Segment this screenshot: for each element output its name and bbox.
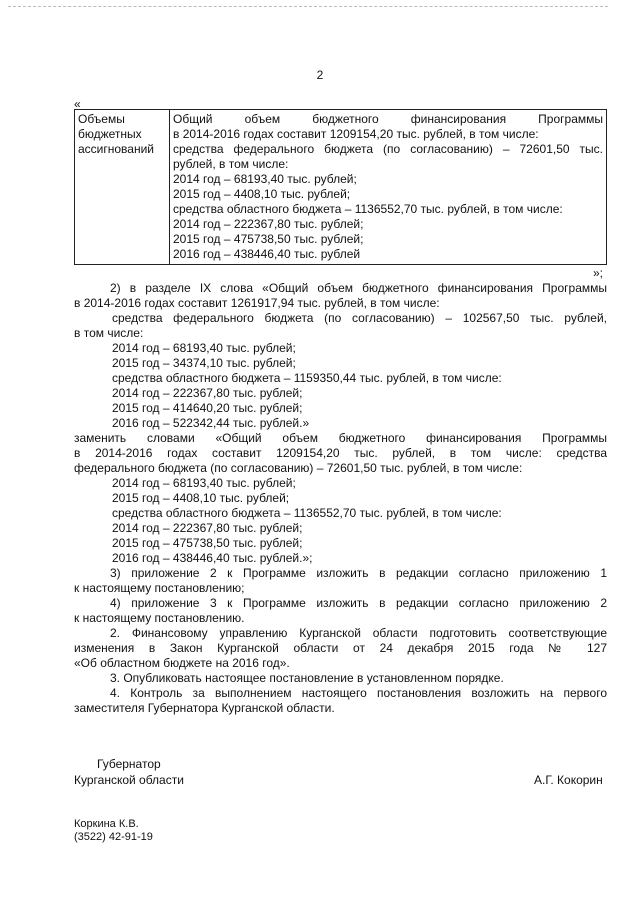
body-line: 3) приложение 2 к Программе изложить в редакции согласно приложению 1 <box>110 566 607 580</box>
quote-close: »; <box>593 266 604 280</box>
table-text-line: в 2014-2016 годах составит 1209154,20 тыс. рублей, в том числе: <box>173 127 539 141</box>
signature-name: А.Г. Кокорин <box>534 773 603 787</box>
contact-executor: Коркина К.В. <box>74 818 139 830</box>
table-text-line: Общий объем бюджетного финансирования Программы <box>173 112 603 126</box>
body-line: 2) в разделе IX слова «Общий объем бюджетного финансирования Программы <box>110 281 607 295</box>
body-line: 2016 год – 522342,44 тыс. рублей.» <box>112 416 310 430</box>
table-text-line: 2016 год – 438446,40 тыс. рублей <box>173 247 361 261</box>
body-line: заменить словами «Общий объем бюджетного финансирования Программы <box>74 431 607 445</box>
body-line: 4. Контроль за выполнением настоящего постановления возложить на первого <box>110 686 607 700</box>
body-line: в 2014-2016 годах составит 1261917,94 тыс. рублей, в том числе: <box>74 296 440 310</box>
body-line: 2. Финансовому управлению Курганской области подготовить соответствующие <box>110 626 607 640</box>
table-cell-content <box>170 110 607 265</box>
body-line: изменения в Закон Курганской области от 24 декабря 2015 года № 127 <box>74 641 607 655</box>
body-line: средства областного бюджета – 1159350,44 тыс. рублей, в том числе: <box>112 371 502 385</box>
body-line: в том числе: <box>74 326 144 340</box>
body-line: 4) приложение 3 к Программе изложить в редакции согласно приложению 2 <box>110 596 607 610</box>
table-cell-label <box>75 110 170 265</box>
body-line: заместителя Губернатора Курганской области. <box>74 701 335 715</box>
body-line: 2016 год – 438446,40 тыс. рублей.»; <box>112 551 313 565</box>
quote-open: « <box>74 97 81 111</box>
body-line: к настоящему постановлению; <box>74 581 245 595</box>
body-line: средства федерального бюджета (по согласованию) – 102567,50 тыс. рублей, <box>112 311 607 325</box>
body-line: 2014 год – 68193,40 тыс. рублей; <box>112 341 296 355</box>
body-line: 2014 год – 222367,80 тыс. рублей; <box>112 386 303 400</box>
body-line: 2014 год – 222367,80 тыс. рублей; <box>112 521 303 535</box>
table-text-line: средства областного бюджета – 1136552,70 тыс. рублей, в том числе: <box>173 202 563 216</box>
table-label-line: Объемы <box>78 112 125 126</box>
body-line: 2014 год – 68193,40 тыс. рублей; <box>112 476 296 490</box>
table-row <box>75 110 607 265</box>
page-number: 2 <box>316 68 324 82</box>
body-line: в 2014-2016 годах составит 1209154,20 тыс. рублей, в том числе: средства <box>74 446 607 460</box>
contact-phone: (3522) 42-91-19 <box>74 831 153 843</box>
table-text-line: средства федерального бюджета (по согласованию) – 72601,50 тыс. <box>173 142 603 156</box>
table-text-line: рублей, в том числе: <box>173 157 289 171</box>
body-line: «Об областном бюджете на 2016 год». <box>74 656 290 670</box>
body-line: 3. Опубликовать настоящее постановление в установленном порядке. <box>110 671 504 685</box>
table-text-line: 2015 год – 4408,10 тыс. рублей; <box>173 187 351 201</box>
budget-table <box>74 109 607 265</box>
contact-block <box>74 818 153 844</box>
body-line: 2015 год – 475738,50 тыс. рублей; <box>112 536 303 550</box>
body-line: федерального бюджета (по согласованию) – 72601,50 тыс. рублей, в том числе: <box>74 461 523 475</box>
scan-top-edge <box>8 6 608 7</box>
body-line: 2015 год – 4408,10 тыс. рублей; <box>112 491 290 505</box>
signature-position-line1: Губернатор <box>97 757 161 771</box>
body-line: 2015 год – 414640,20 тыс. рублей; <box>112 401 303 415</box>
document-body <box>74 281 607 716</box>
table-text-line: 2014 год – 68193,40 тыс. рублей; <box>173 172 357 186</box>
table-label-line: бюджетных <box>78 127 142 141</box>
signature-position-line2: Курганской области <box>74 773 184 787</box>
table-text-line: 2015 год – 475738,50 тыс. рублей; <box>173 232 364 246</box>
body-line: 2015 год – 34374,10 тыс. рублей; <box>112 356 296 370</box>
table-text-line: 2014 год – 222367,80 тыс. рублей; <box>173 217 364 231</box>
body-line: средства областного бюджета – 1136552,70 тыс. рублей, в том числе: <box>112 506 502 520</box>
body-line: к настоящему постановлению. <box>74 611 245 625</box>
table-label-line: ассигнований <box>78 142 155 156</box>
